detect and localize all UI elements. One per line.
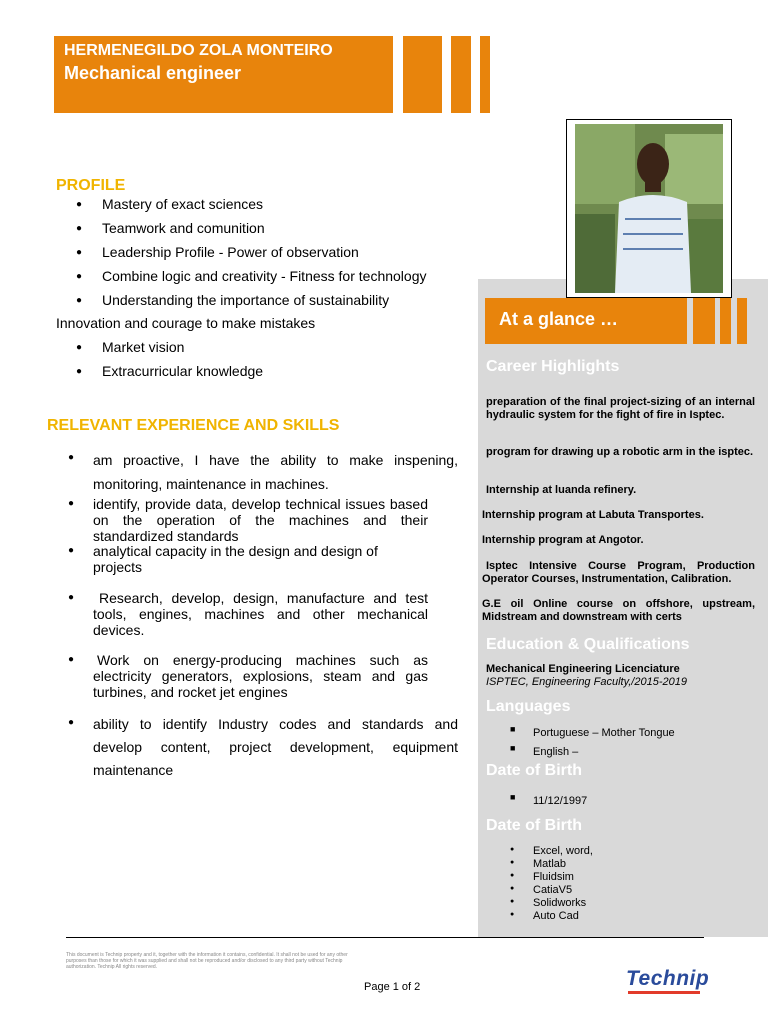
profile-heading: PROFILE xyxy=(56,177,126,194)
list-item: ● CatiaV5 xyxy=(510,884,573,896)
candidate-title: Mechanical engineer xyxy=(64,63,242,83)
list-item: ● Auto Cad xyxy=(510,910,579,922)
profile-photo xyxy=(575,124,723,293)
career-item: Isptec Intensive Course Program, Production Operator Courses, Instrumentation, Calibration. xyxy=(482,560,755,585)
list-item: ● Matlab xyxy=(510,858,567,870)
profile-list-2 xyxy=(76,339,476,387)
page-number: Page 1 of 2 xyxy=(364,981,421,993)
list-item: ● Teamwork and comunition xyxy=(76,220,265,236)
experience-heading: RELEVANT EXPERIENCE AND SKILLS xyxy=(47,417,340,434)
experience-item: ● am proactive, I have the ability to make inspening, monitoring, maintenance in machines. xyxy=(68,452,458,492)
header-stripe xyxy=(480,36,490,113)
profile-list xyxy=(76,196,476,316)
experience-item: ● analytical capacity in the design and design of projects xyxy=(68,543,378,575)
experience-item: ● Research, develop, design, manufacture and test tools, engines, machines and other mechanical devices. xyxy=(68,590,428,638)
glance-stripe xyxy=(693,298,715,344)
list-item: ● Fluidsim xyxy=(510,871,574,883)
at-a-glance-banner xyxy=(485,298,687,344)
education-heading: Education & Qualifications xyxy=(486,636,690,653)
list-item: ● Extracurricular knowledge xyxy=(76,363,264,379)
list-item: ● Excel, word, xyxy=(510,845,593,857)
list-item: ● Combine logic and creativity - Fitness for technology xyxy=(76,268,427,284)
language-item: ■ English – xyxy=(510,743,579,758)
logo-underline xyxy=(628,991,700,994)
list-item: ● Understanding the importance of sustainability xyxy=(76,292,390,308)
career-item: Internship program at Labuta Transportes. xyxy=(482,509,704,521)
experience-item: ● ability to identify Industry codes and standards and develop content, project development, equipment maintenance xyxy=(68,716,458,778)
language-item: ■ Portuguese – Mother Tongue xyxy=(510,724,675,739)
footer-divider xyxy=(66,937,704,938)
career-item: program for drawing up a robotic arm in the isptec. xyxy=(486,446,754,458)
technip-logo: Technip xyxy=(622,965,700,995)
career-item: Internship program at Angotor. xyxy=(482,534,644,546)
languages-heading: Languages xyxy=(486,698,571,715)
profile-loose-line: Innovation and courage to make mistakes xyxy=(56,315,316,331)
footer-disclaimer: This document is Technip property and it, together with the information it contains, confidential. It shall not be used for any other purposes than those for which it was supplied and shall not be reproduced and/or disclosed to any third party without Technip authorization. Technip All rights reserved. xyxy=(66,952,348,970)
at-a-glance-title: At a glance … xyxy=(499,309,619,329)
software-skills-list xyxy=(510,845,750,923)
header-stripe xyxy=(451,36,471,113)
date-of-birth-heading: Date of Birth xyxy=(486,762,582,779)
dob-item: ■ 11/12/1997 xyxy=(510,792,588,807)
experience-item: ● identify, provide data, develop technical issues based on the operation of the machines and their standardized standards xyxy=(68,496,428,544)
skills-heading: Date of Birth xyxy=(486,817,582,834)
profile-photo-frame xyxy=(566,119,732,298)
list-item: ● Market vision xyxy=(76,339,185,355)
header-stripe xyxy=(403,36,442,113)
career-item: G.E oil Online course on offshore, upstream, Midstream and downstream with certs xyxy=(482,598,755,623)
experience-item: ● Work on energy-producing machines such as electricity generators, explosions, steam and gas turbines, and rocket jet engines xyxy=(68,652,428,700)
school-name: ISPTEC, Engineering Faculty,/2015-2019 xyxy=(486,676,687,688)
list-item: ● Solidworks xyxy=(510,897,587,909)
career-item: preparation of the final project-sizing of an internal hydraulic system for the fight of fire in Isptec. xyxy=(486,396,755,421)
career-highlights-heading: Career Highlights xyxy=(486,358,620,375)
list-item: ● Mastery of exact sciences xyxy=(76,196,264,212)
list-item: ● Leadership Profile - Power of observation xyxy=(76,244,359,260)
candidate-name: HERMENEGILDO ZOLA MONTEIRO xyxy=(64,42,333,59)
career-item: Internship at luanda refinery. xyxy=(486,484,637,496)
header-banner xyxy=(54,36,393,113)
degree-name: Mechanical Engineering Licenciature xyxy=(486,663,680,675)
glance-stripe xyxy=(737,298,747,344)
glance-stripe xyxy=(720,298,731,344)
